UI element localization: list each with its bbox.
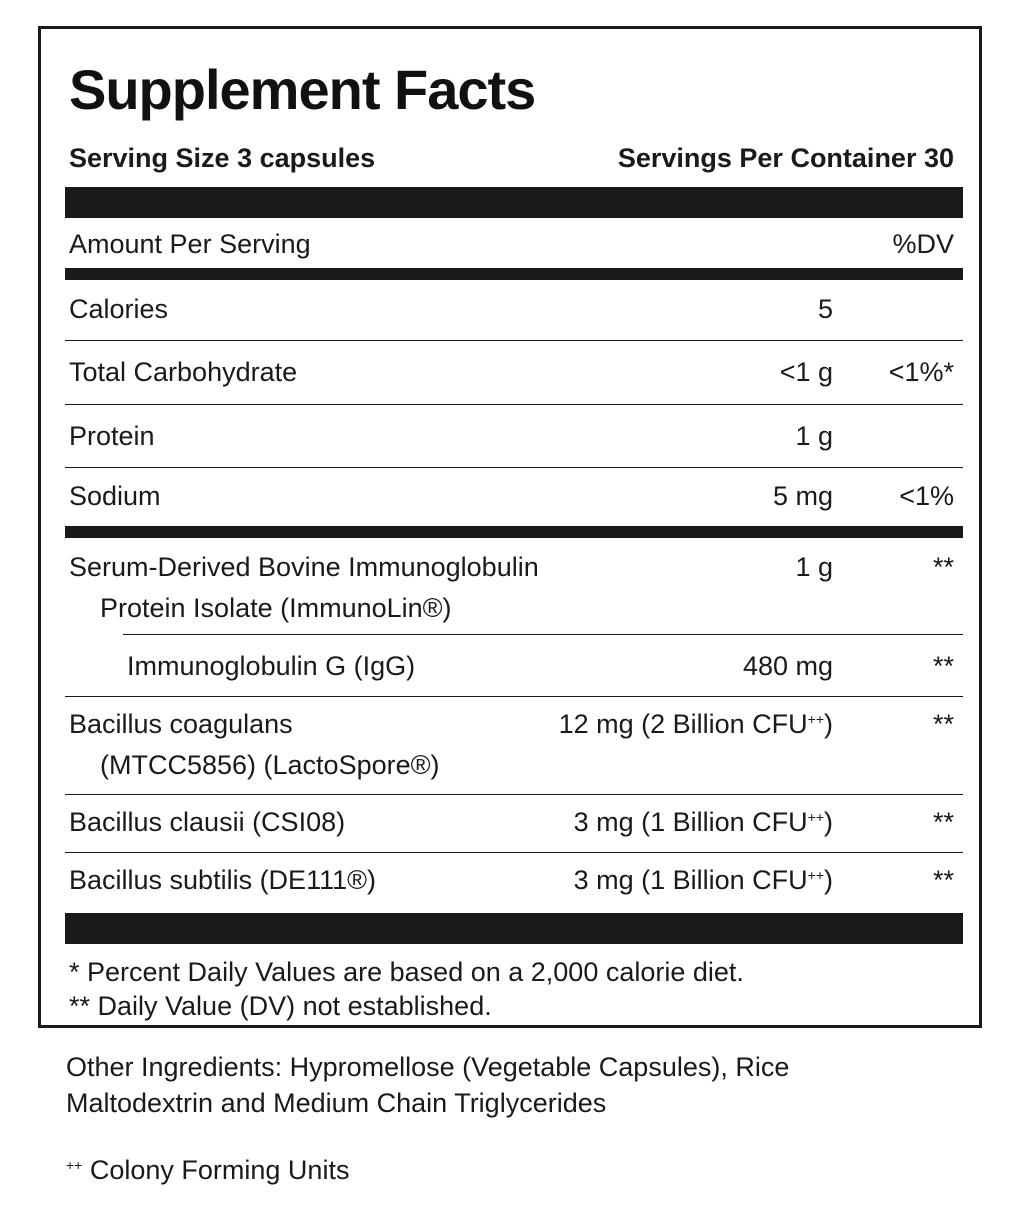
amount-close: ) — [824, 865, 833, 895]
ingredient-dv-clausii: ** — [932, 807, 954, 837]
other-ingredients-line1: Other Ingredients: Hypromellose (Vegetable Capsules), Rice — [66, 1052, 790, 1082]
row-divider — [65, 340, 963, 341]
row-divider — [65, 852, 963, 853]
amount-text: 12 mg (2 Billion CFU — [558, 709, 808, 739]
cfu-text: Colony Forming Units — [82, 1155, 350, 1185]
ingredient-amount-subtilis — [574, 865, 833, 896]
ingredient-name-coagulans-line2: (MTCC5856) (LactoSpore®) — [100, 750, 440, 780]
ingredient-dv-sbi: ** — [932, 552, 954, 582]
cfu-superscript: ++ — [807, 711, 824, 727]
nutrient-name-calories: Calories — [69, 294, 169, 324]
nutrient-amount-carbohydrate: <1 g — [779, 357, 833, 387]
amount-per-serving-label: Amount Per Serving — [69, 229, 311, 259]
supplement-facts-panel — [38, 26, 982, 1028]
amount-close: ) — [824, 807, 833, 837]
nutrient-name-sodium: Sodium — [69, 481, 161, 511]
nutrient-name-carbohydrate: Total Carbohydrate — [69, 357, 298, 387]
ingredient-name-coagulans: Bacillus coagulans — [69, 709, 293, 739]
ingredient-name-subtilis: Bacillus subtilis (DE111®) — [69, 865, 376, 895]
nutrient-amount-sodium: 5 mg — [772, 481, 833, 511]
amount-close: ) — [824, 709, 833, 739]
ingredient-amount-sbi: 1 g — [795, 552, 833, 582]
row-divider — [65, 794, 963, 795]
nutrient-name-protein: Protein — [69, 421, 155, 451]
ingredient-dv-subtilis: ** — [932, 865, 954, 895]
ingredient-amount-igg: 480 mg — [742, 651, 833, 681]
thick-divider — [65, 913, 963, 944]
thick-divider — [65, 187, 963, 218]
row-divider — [123, 634, 963, 635]
cfu-symbol: ++ — [66, 1157, 83, 1173]
medium-divider — [65, 268, 963, 280]
nutrient-dv-sodium: <1% — [899, 481, 954, 511]
ingredient-amount-coagulans — [559, 709, 833, 740]
amount-text: 3 mg (1 Billion CFU — [573, 807, 808, 837]
amount-text: 3 mg (1 Billion CFU — [573, 865, 808, 895]
cfu-superscript: ++ — [807, 867, 824, 883]
nutrient-dv-carbohydrate: <1%* — [888, 357, 954, 387]
row-divider — [65, 404, 963, 405]
cfu-footnote — [66, 1155, 349, 1186]
footnote-dv-not-established: ** Daily Value (DV) not established. — [69, 991, 492, 1021]
ingredient-dv-igg: ** — [932, 651, 954, 681]
footnote-percent-dv: * Percent Daily Values are based on a 2,000 calorie diet. — [69, 957, 744, 987]
row-divider — [65, 467, 963, 468]
ingredient-amount-clausii — [574, 807, 833, 838]
servings-per-container: Servings Per Container 30 — [617, 143, 954, 173]
ingredient-dv-coagulans: ** — [932, 709, 954, 739]
row-divider — [65, 696, 963, 697]
other-ingredients-line2: Maltodextrin and Medium Chain Triglycerides — [66, 1088, 607, 1118]
ingredient-name-sbi-line2: Protein Isolate (ImmunoLin®) — [100, 593, 452, 623]
ingredient-name-sbi: Serum-Derived Bovine Immunoglobulin — [69, 552, 539, 582]
nutrient-amount-calories: 5 — [817, 294, 833, 324]
dv-header-label: %DV — [892, 229, 954, 259]
cfu-superscript: ++ — [807, 809, 824, 825]
serving-size: Serving Size 3 capsules — [69, 143, 376, 173]
ingredient-name-igg: Immunoglobulin G (IgG) — [127, 651, 416, 681]
medium-divider — [65, 526, 963, 538]
panel-title: Supplement Facts — [69, 58, 536, 121]
ingredient-name-clausii: Bacillus clausii (CSI08) — [69, 807, 346, 837]
nutrient-amount-protein: 1 g — [795, 421, 833, 451]
